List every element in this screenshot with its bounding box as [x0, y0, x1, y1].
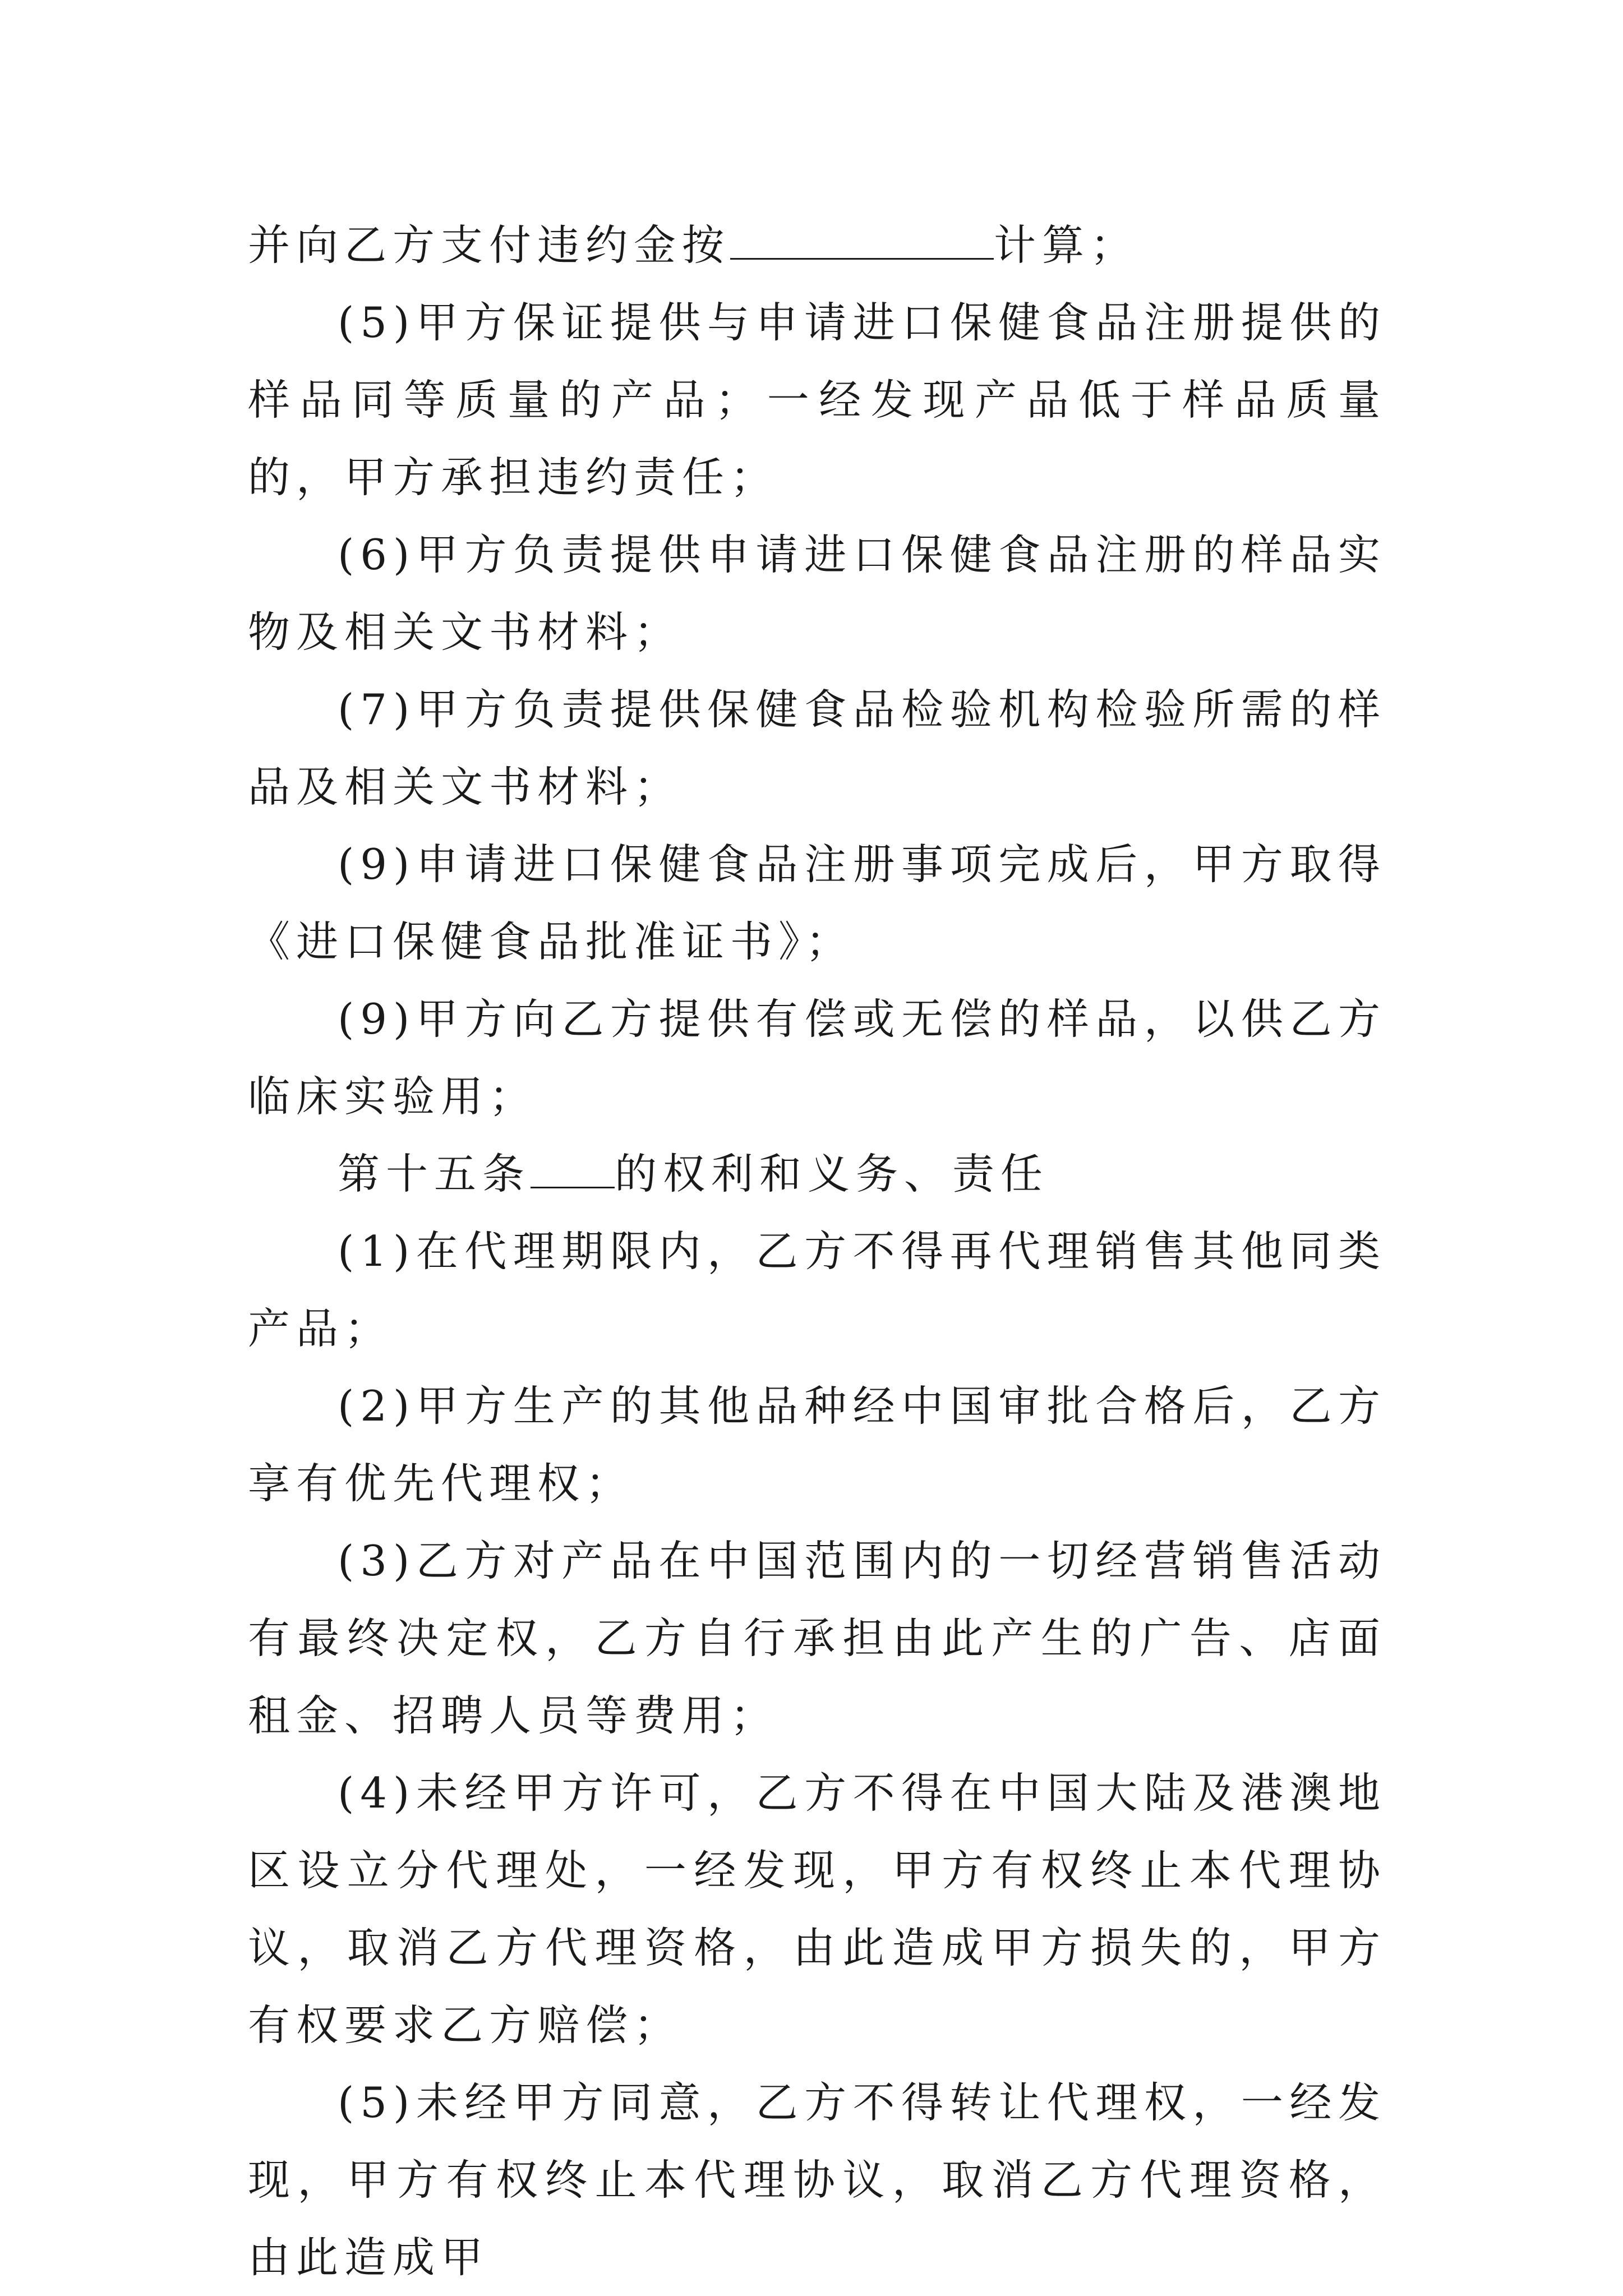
- clause-item: (4)未经甲方许可，乙方不得在中国大陆及港澳地区设立分代理处，一经发现，甲方有权终止本代理协议，取消乙方代理资格，由此造成甲方损失的，甲方有权要求乙方赔偿；: [248, 1768, 1386, 2050]
- document-body: [248, 206, 1386, 2296]
- article-heading-suffix: 的权利和义务、责任: [615, 1149, 1049, 1198]
- clause-item: (2)甲方生产的其他品种经中国审批合格后，乙方享有优先代理权；: [248, 1381, 1386, 1508]
- clause-item: (1)在代理期限内，乙方不得再代理销售其他同类产品；: [248, 1227, 1386, 1353]
- fill-in-blank: [531, 1153, 615, 1188]
- paragraph-text: 计算；: [994, 220, 1139, 270]
- article-heading: [248, 1135, 1386, 1212]
- paragraph-penalty-continuation: [248, 206, 1386, 284]
- clause-item: (9)甲方向乙方提供有偿或无偿的样品，以供乙方临床实验用；: [248, 994, 1386, 1121]
- paragraph-text: 并向乙方支付违约金按: [248, 220, 731, 270]
- clause-item: (9)申请进口保健食品注册事项完成后，甲方取得《进口保健食品批准证书》；: [248, 840, 1386, 966]
- article-heading-prefix: 第十五条: [338, 1149, 531, 1198]
- clause-item: (6)甲方负责提供申请进口保健食品注册的样品实物及相关文书材料；: [248, 530, 1386, 657]
- clause-item: (5)未经甲方同意，乙方不得转让代理权，一经发现，甲方有权终止本代理协议，取消乙方代理资格，由此造成甲: [248, 2078, 1386, 2282]
- fill-in-blank: [730, 224, 994, 260]
- clause-item: (5)甲方保证提供与申请进口保健食品注册提供的样品同等质量的产品；一经发现产品低于样品质量的，甲方承担违约责任；: [248, 298, 1386, 502]
- clause-item: (7)甲方负责提供保健食品检验机构检验所需的样品及相关文书材料；: [248, 685, 1386, 812]
- clause-item: (3)乙方对产品在中国范围内的一切经营销售活动有最终决定权，乙方自行承担由此产生的广告、店面租金、招聘人员等费用；: [248, 1536, 1386, 1740]
